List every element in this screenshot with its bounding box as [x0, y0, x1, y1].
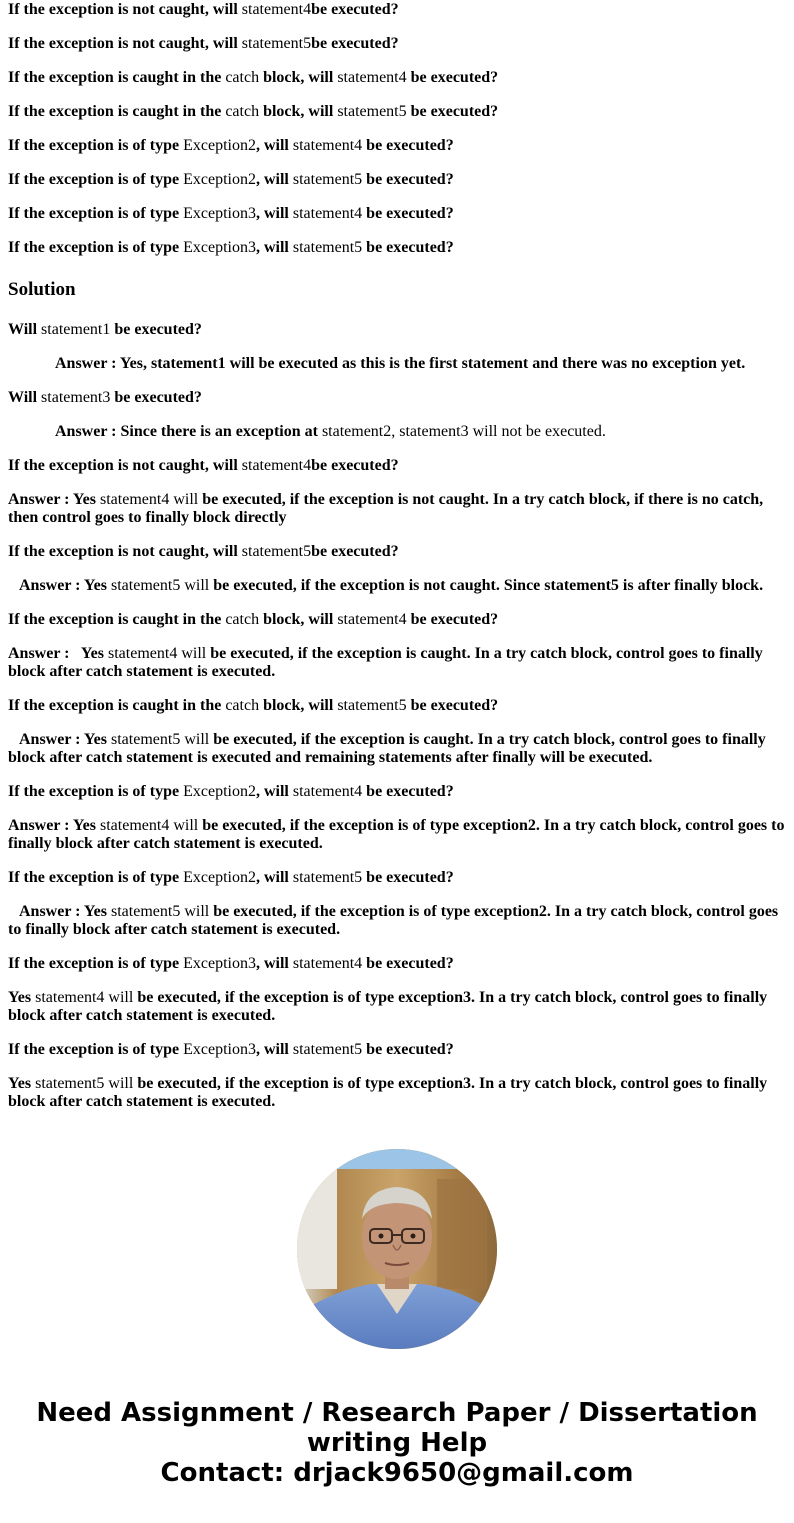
solution-answer-4: Answer : Yes statement5 will be executed, if the exception is not caught. Since statement5 is after finally block.: [19, 577, 764, 594]
question-top-2: If the exception is not caught, will statement5be executed?: [8, 35, 399, 52]
footer-headline: Need Assignment / Research Paper / Dissertation writing Help: [36, 1398, 758, 1458]
solution-question-2: Will statement3 be executed?: [8, 389, 202, 406]
solution-question-9: If the exception is of type Exception3, will statement4 be executed?: [8, 955, 454, 972]
question-top-6: If the exception is of type Exception2, will statement5 be executed?: [8, 171, 454, 188]
question-top-5: If the exception is of type Exception2, will statement4 be executed?: [8, 137, 454, 154]
avatar-portrait: [297, 1149, 497, 1349]
solution-answer-5: Answer : Yes statement4 will be executed, if the exception is caught. In a try catch block, control goes to finally block after catch statement is executed.: [8, 645, 767, 680]
solution-question-1: Will statement1 be executed?: [8, 321, 202, 338]
solution-heading: Solution: [8, 279, 76, 300]
question-top-3: If the exception is caught in the catch block, will statement4 be executed?: [8, 69, 499, 86]
solution-question-8: If the exception is of type Exception2, will statement5 be executed?: [8, 869, 454, 886]
solution-answer-1: Answer : Yes, statement1 will be executed as this is the first statement and there was no exception yet.: [55, 355, 746, 372]
question-top-1: If the exception is not caught, will statement4be executed?: [8, 1, 399, 18]
solution-answer-7: Answer : Yes statement4 will be executed, if the exception is of type exception2. In a try catch block, control goes to finally block after catch statement is executed.: [8, 817, 785, 852]
solution-question-4: If the exception is not caught, will statement5be executed?: [8, 543, 399, 560]
avatar-container: [0, 1149, 794, 1349]
solution-answer-6: Answer : Yes statement5 will be executed, if the exception is caught. In a try catch block, control goes to finally block after catch statement is executed and remaining statements after finally will be executed.: [8, 731, 766, 766]
solution-answer-8: Answer : Yes statement5 will be executed, if the exception is of type exception2. In a try catch block, control goes to finally block after catch statement is executed.: [8, 903, 779, 938]
solution-question-7: If the exception is of type Exception2, will statement4 be executed?: [8, 783, 454, 800]
solution-answer-2: Answer : Since there is an exception at statement2, statement3 will not be executed.: [55, 423, 606, 440]
solution-question-10: If the exception is of type Exception3, will statement5 be executed?: [8, 1041, 454, 1058]
solution-question-3: If the exception is not caught, will statement4be executed?: [8, 457, 399, 474]
solution-answer-9: Yes statement4 will be executed, if the exception is of type exception3. In a try catch block, control goes to finally block after catch statement is executed.: [8, 989, 768, 1024]
solution-answer-10: Yes statement5 will be executed, if the exception is of type exception3. In a try catch block, control goes to finally block after catch statement is executed.: [8, 1075, 768, 1110]
solution-answer-3: Answer : Yes statement4 will be executed, if the exception is not caught. In a try catch block, if there is no catch, then control goes to finally block directly: [8, 491, 764, 526]
question-top-4: If the exception is caught in the catch block, will statement5 be executed?: [8, 103, 499, 120]
solution-question-5: If the exception is caught in the catch block, will statement4 be executed?: [8, 611, 499, 628]
question-top-8: If the exception is of type Exception3, will statement5 be executed?: [8, 239, 454, 256]
question-top-7: If the exception is of type Exception3, will statement4 be executed?: [8, 205, 454, 222]
footer-contact: Contact: drjack9650@gmail.com: [160, 1458, 634, 1488]
footer-promo: [0, 1398, 794, 1488]
avatar: [297, 1149, 497, 1349]
solution-question-6: If the exception is caught in the catch block, will statement5 be executed?: [8, 697, 499, 714]
